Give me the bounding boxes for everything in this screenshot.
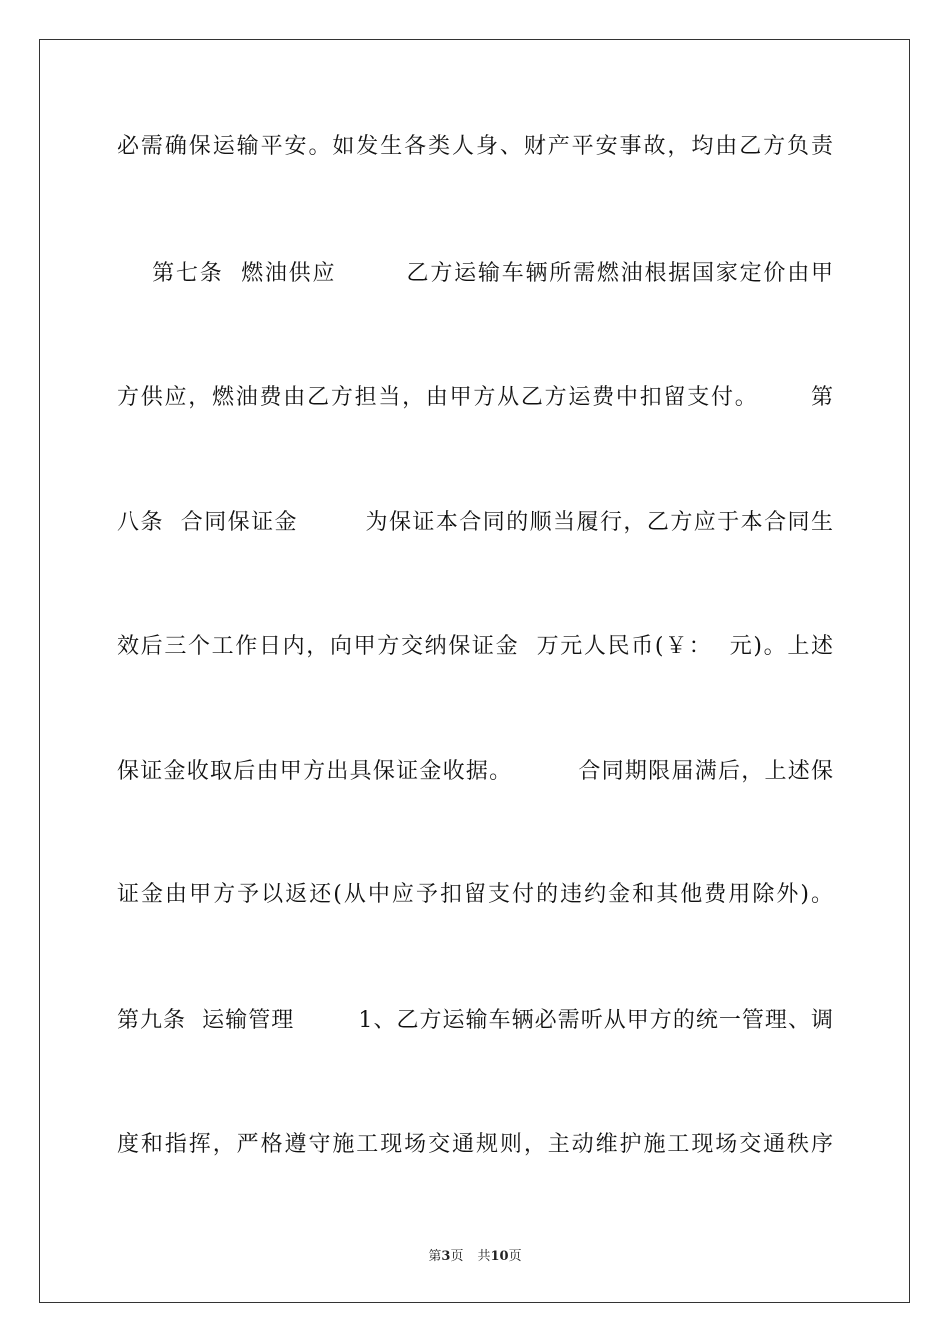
body-text-line: 保证金收取后由甲方出具保证金收据。 合同期限届满后，上述保 xyxy=(117,759,833,784)
body-text-line: 度和指挥，严格遵守施工现场交通规则，主动维护施工现场交通秩序 xyxy=(117,1132,833,1157)
total-pages-suffix: 页 xyxy=(508,1249,522,1264)
body-text-line: 证金由甲方予以返还(从中应予扣留支付的违约金和其他费用除外)。 xyxy=(117,882,833,907)
page-number-prefix: 第 xyxy=(428,1249,442,1264)
body-text-line: 第九条 运输管理 1、乙方运输车辆必需听从甲方的统一管理、调 xyxy=(117,1008,833,1033)
page-border xyxy=(39,39,910,1303)
current-page-number: 3 xyxy=(441,1249,451,1264)
body-text-line: 效后三个工作日内，向甲方交纳保证金 万元人民币(￥： 元)。上述 xyxy=(117,634,833,659)
total-pages-number: 10 xyxy=(490,1249,509,1264)
body-text-line: 八条 合同保证金 为保证本合同的顺当履行，乙方应于本合同生 xyxy=(117,510,833,535)
body-text-line: 方供应，燃油费由乙方担当，由甲方从乙方运费中扣留支付。 第 xyxy=(117,385,833,410)
body-text-line: 必需确保运输平安。如发生各类人身、财产平安事故，均由乙方负责 xyxy=(117,134,833,159)
body-text-line: 第七条 燃油供应 乙方运输车辆所需燃油根据国家定价由甲 xyxy=(117,261,833,286)
total-pages-prefix: 共 xyxy=(477,1249,491,1264)
page-footer xyxy=(0,1248,950,1266)
page-number-suffix: 页 xyxy=(450,1249,464,1264)
